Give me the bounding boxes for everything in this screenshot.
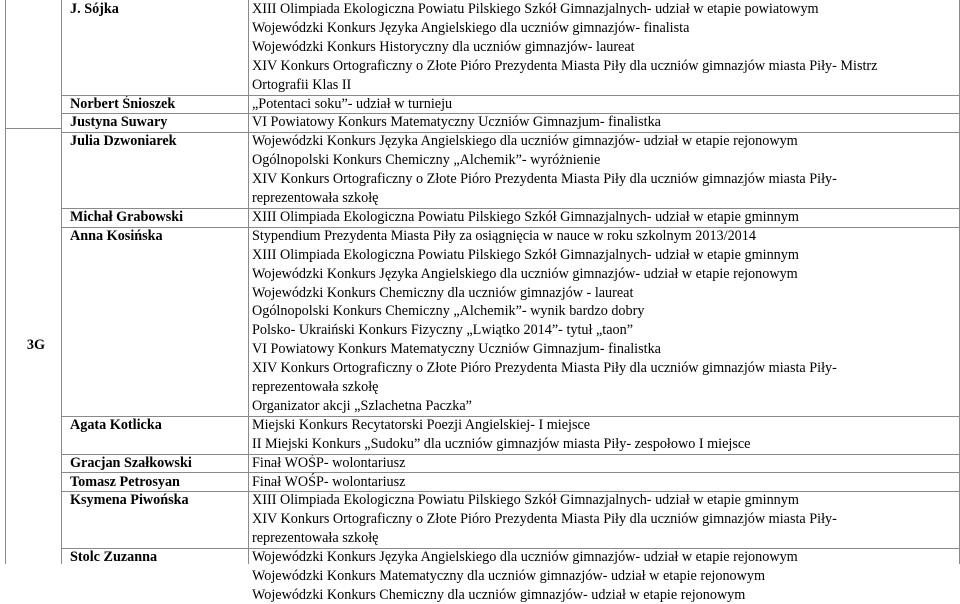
row-divider xyxy=(61,208,959,209)
row-divider xyxy=(61,491,959,492)
row-divider xyxy=(61,472,959,473)
achievement-line: Stypendium Prezydenta Miasta Piły za osiągnięcia w nauce w roku szkolnym 2013/2014 xyxy=(252,227,756,244)
student-name: Stolc Zuzanna xyxy=(70,549,158,566)
achievement-line: Wojewódzki Konkurs Języka Angielskiego dla uczniów gimnazjów- udział w etapie rejonowym xyxy=(252,133,798,150)
achievement-line: XIII Olimpiada Ekologiczna Powiatu Pilskiego Szkół Gimnazjalnych- udział w etapie gminnym xyxy=(252,208,799,225)
student-name: Ksymena Piwońska xyxy=(70,492,189,509)
student-name: Julia Dzwoniarek xyxy=(70,133,177,150)
achievement-line: Miejski Konkurs Recytatorski Poezji Angielskiej- I miejsce xyxy=(252,416,591,433)
achievement-line: Wojewódzki Konkurs Języka Angielskiego dla uczniów gimnazjów- udział w etapie rejonowym xyxy=(252,265,798,282)
student-name: J. Sójka xyxy=(70,1,119,17)
row-divider xyxy=(61,454,959,455)
student-name: Justyna Suwary xyxy=(70,114,168,131)
row-divider xyxy=(61,227,959,228)
student-name: Anna Kosińska xyxy=(70,227,163,244)
achievements-table xyxy=(5,0,960,603)
student-name: Tomasz Petrosyan xyxy=(70,473,180,490)
student-name: Norbert Śnioszek xyxy=(70,95,176,112)
achievement-line: reprezentowała szkołę xyxy=(252,190,379,206)
achievement-line: XIV Konkurs Ortograficzny o Złote Pióro Prezydenta Miasta Piły dla uczniów gimnazjów miasta Piły- xyxy=(252,511,837,528)
achievement-line: Ogólnopolski Konkurs Chemiczny „Alchemik”- wynik bardzo dobry xyxy=(252,303,645,320)
achievement-line: Wojewódzki Konkurs Języka Angielskiego dla uczniów gimnazjów- finalista xyxy=(252,19,690,36)
achievement-line: Ogólnopolski Konkurs Chemiczny „Alchemik”- wyróżnienie xyxy=(252,152,601,169)
achievement-line: XIII Olimpiada Ekologiczna Powiatu Pilskiego Szkół Gimnazjalnych- udział w etapie gminnym xyxy=(252,492,799,509)
achievement-line: Organizator akcji „Szlachetna Paczka” xyxy=(252,397,472,414)
achievement-line: II Miejski Konkurs „Sudoku” dla uczniów gimnazjów miasta Piły- zespołowo I miejsce xyxy=(252,435,751,452)
student-name: Gracjan Szałkowski xyxy=(70,454,192,471)
achievement-line: Ortografii Klas II xyxy=(252,76,352,93)
column-divider-class xyxy=(61,0,62,564)
row-divider xyxy=(61,132,959,133)
achievement-line: reprezentowała szkołę xyxy=(252,530,379,547)
student-name: Michał Grabowski xyxy=(70,208,184,225)
achievement-line: Polsko- Ukraiński Konkurs Fizyczny „Lwiątko 2014”- tytuł „taon” xyxy=(252,322,634,339)
achievement-line: XIV Konkurs Ortograficzny o Złote Pióro Prezydenta Miasta Piły dla uczniów gimnazjów miasta Piły- xyxy=(252,360,837,377)
achievement-line: Finał WOŚP- wolontariusz xyxy=(252,473,406,490)
achievement-line: Wojewódzki Konkurs Historyczny dla uczniów gimnazjów- laureat xyxy=(252,38,635,55)
achievement-line: Wojewódzki Konkurs Chemiczny dla uczniów gimnazjów- udział w etapie rejonowym xyxy=(252,586,746,603)
row-divider xyxy=(61,95,959,96)
achievement-line: „Potentaci soku”- udział w turnieju xyxy=(252,95,453,112)
achievement-line: Wojewódzki Konkurs Chemiczny dla uczniów gimnazjów - laureat xyxy=(252,284,634,301)
row-divider-class xyxy=(6,128,61,129)
column-divider-name xyxy=(248,0,249,564)
achievement-line: XIII Olimpiada Ekologiczna Powiatu Pilskiego Szkół Gimnazjalnych- udział w etapie gminnym xyxy=(252,246,799,263)
achievement-line: Wojewódzki Konkurs Języka Angielskiego dla uczniów gimnazjów- udział w etapie rejonowym xyxy=(252,549,798,566)
student-name: Agata Kotlicka xyxy=(70,416,162,433)
achievement-line: XIV Konkurs Ortograficzny o Złote Pióro Prezydenta Miasta Piły dla uczniów gimnazjów miasta Piły- Mistrz xyxy=(252,57,878,74)
achievement-line: XIV Konkurs Ortograficzny o Złote Pióro Prezydenta Miasta Piły dla uczniów gimnazjów miasta Piły- xyxy=(252,171,837,188)
achievement-line: reprezentowała szkołę xyxy=(252,379,379,395)
achievement-line: VI Powiatowy Konkurs Matematyczny Uczniów Gimnazjum- finalistka xyxy=(252,341,661,358)
achievement-line: XIII Olimpiada Ekologiczna Powiatu Pilskiego Szkół Gimnazjalnych- udział w etapie powiatowym xyxy=(252,1,819,17)
row-divider xyxy=(61,113,959,114)
row-divider xyxy=(61,548,959,549)
class-label: 3G xyxy=(26,337,46,353)
achievement-line: Wojewódzki Konkurs Matematyczny dla uczniów gimnazjów- udział w etapie rejonowym xyxy=(252,568,766,584)
achievement-line: Finał WOŚP- wolontariusz xyxy=(252,454,406,471)
achievement-line: VI Powiatowy Konkurs Matematyczny Uczniów Gimnazjum- finalistka xyxy=(252,114,661,131)
row-divider xyxy=(61,416,959,417)
